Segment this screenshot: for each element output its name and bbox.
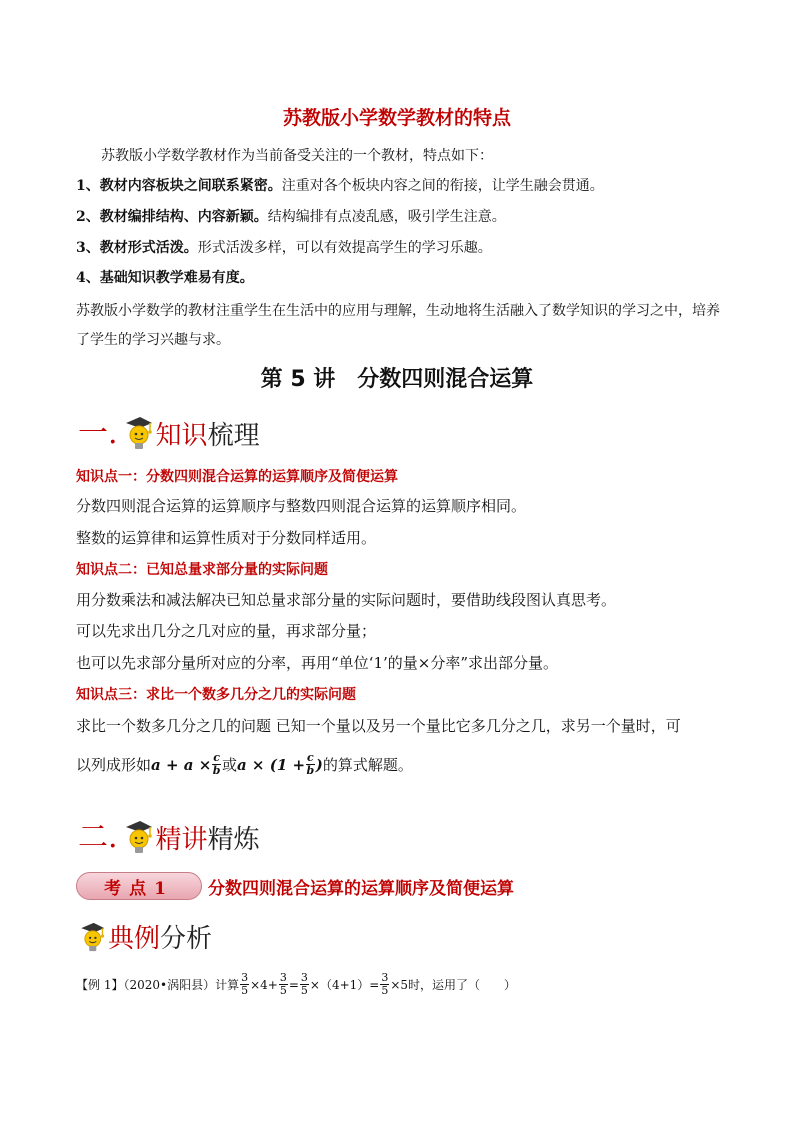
lecture-title: 第 5 讲 分数四则混合运算 [260, 367, 534, 392]
example-op: ×（4+1）= [309, 978, 380, 992]
section-heading-2 [78, 812, 260, 856]
document-title: 苏教版小学数学教材的特点 [282, 107, 511, 129]
fraction [212, 752, 221, 777]
graduate-bulb-icon [76, 919, 106, 955]
fraction-denominator: b [212, 764, 221, 777]
fraction-numerator: 3 [381, 971, 389, 984]
section-number: 一. [78, 416, 118, 451]
feature-bold: 1、教材内容板块之间联系紧密。 [76, 178, 282, 194]
section-title-red: 精讲 [155, 825, 208, 855]
knowledge-point-title: 知识点二：已知总量求部分量的实际问题 [76, 562, 328, 578]
knowledge-point-title: 知识点三：求比一个数多几分之几的实际问题 [76, 687, 356, 703]
fraction [380, 972, 389, 997]
example-heading-red: 典例 [108, 924, 161, 954]
fraction-numerator: c [307, 751, 314, 764]
fraction [306, 752, 315, 777]
example-heading-black: 分析 [160, 924, 213, 954]
fraction-denominator: b [306, 764, 315, 777]
fraction-numerator: c [213, 751, 220, 764]
section-title-red: 知识 [155, 421, 208, 451]
formula-part-b: a × (1 + [236, 755, 306, 774]
summary-line-1: 苏教版小学数学的教材注重学生在生活中的应用与理解，生动地将生活融入了数学知识的学习之中，培养 [76, 303, 720, 319]
fraction-denominator: 5 [300, 984, 308, 997]
exam-point-badge: 考点1 [76, 872, 202, 900]
section-title-black: 精炼 [207, 825, 260, 855]
knowledge-text: 也可以先求部分量所对应的分率，再用“单位‘1’的量×分率”求出部分量。 [76, 654, 558, 672]
formula-part-a: a + a × [151, 755, 212, 774]
feature-bold: 4、基础知识教学难易有度。 [76, 270, 254, 286]
feature-bold: 3、教材形式活泼。 [76, 240, 198, 256]
feature-item [76, 176, 604, 196]
intro-text: 苏教版小学数学教材作为当前备受关注的一个教材，特点如下： [101, 148, 493, 164]
example-op: ×5时，运用了（ ） [390, 978, 517, 992]
graduate-bulb-icon [120, 414, 154, 452]
fraction-numerator: 3 [241, 971, 249, 984]
fraction [300, 972, 309, 997]
fraction [240, 972, 249, 997]
formula-prefix: 以列成形如 [76, 755, 152, 774]
feature-item [76, 268, 254, 288]
feature-text: 注重对各个板块内容之间的衔接，让学生融会贯通。 [281, 178, 604, 194]
example-heading [76, 918, 212, 955]
feature-text: 结构编排有点凌乱感，吸引学生注意。 [267, 209, 506, 225]
formula-or: 或 [221, 755, 237, 774]
section-number: 二. [78, 820, 118, 855]
example-op: ×4+ [250, 977, 278, 992]
knowledge-text: 分数四则混合运算的运算顺序与整数四则混合运算的运算顺序相同。 [76, 497, 527, 515]
formula-line [76, 752, 413, 777]
formula-close: ) [315, 755, 323, 774]
fraction-numerator: 3 [300, 971, 308, 984]
feature-text: 形式活泼多样，可以有效提高学生的学习乐趣。 [197, 240, 492, 256]
fraction-numerator: 3 [279, 971, 287, 984]
feature-bold: 2、教材编排结构、内容新颖。 [76, 209, 268, 225]
example-prefix: 【例 1】（2020•涡阳县）计算 [76, 978, 240, 992]
section-title-black: 梳理 [207, 421, 260, 451]
knowledge-point-title: 知识点一：分数四则混合运算的运算顺序及简便运算 [76, 469, 398, 485]
section-heading-1 [78, 408, 260, 452]
summary-line-2: 了学生的学习兴趣与求。 [76, 332, 230, 348]
exam-point-title: 分数四则混合运算的运算顺序及简便运算 [208, 879, 514, 899]
knowledge-text: 可以先求出几分之几对应的量，再求部分量； [76, 622, 377, 640]
fraction-denominator: 5 [279, 984, 287, 997]
example-1 [76, 972, 516, 997]
formula-suffix: 的算式解题。 [322, 755, 413, 774]
fraction [279, 972, 288, 997]
knowledge-text: 用分数乘法和减法解决已知总量求部分量的实际问题时，要借助线段图认真思考。 [76, 591, 617, 609]
knowledge-text: 整数的运算律和运算性质对于分数同样适用。 [76, 529, 377, 547]
graduate-bulb-icon [120, 818, 154, 856]
example-op: = [288, 977, 299, 992]
feature-item [76, 238, 492, 258]
fraction-denominator: 5 [381, 984, 389, 997]
knowledge-text: 求比一个数多几分之几的问题 已知一个量以及另一个量比它多几分之几，求另一个量时，可 [76, 717, 681, 735]
fraction-denominator: 5 [241, 984, 249, 997]
feature-item [76, 207, 506, 227]
